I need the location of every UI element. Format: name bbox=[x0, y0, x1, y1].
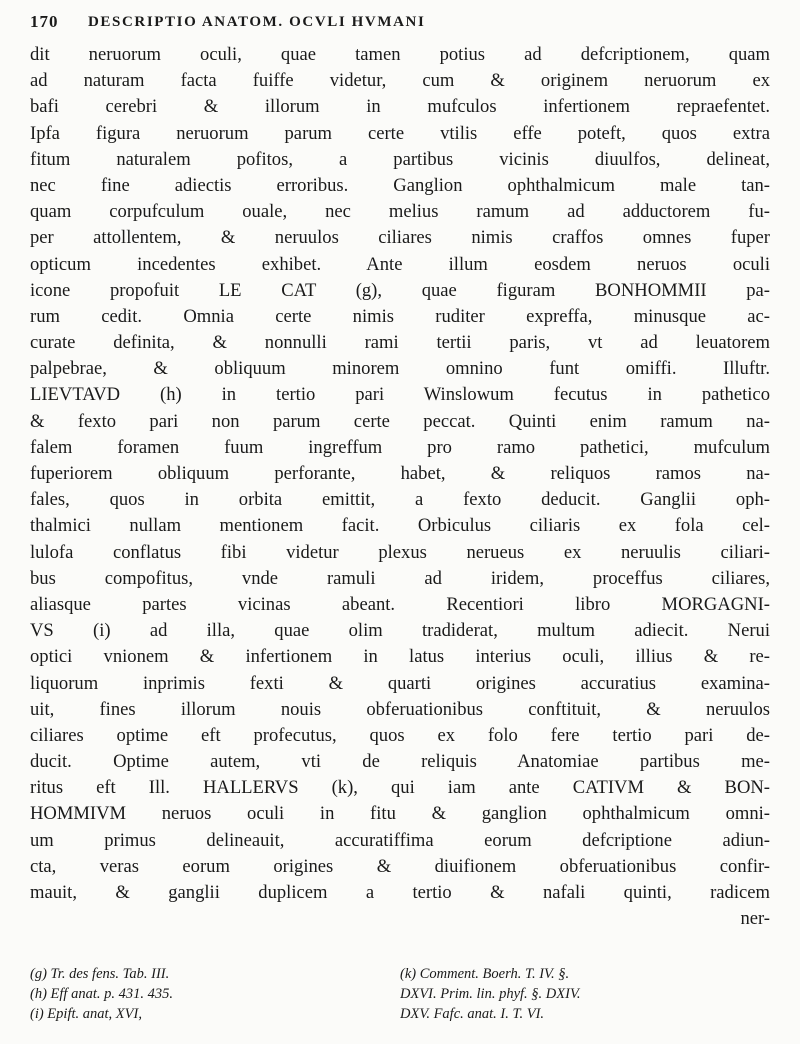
text-line: ad naturam facta fuiffe videtur, cum & originem neruorum ex bbox=[30, 70, 770, 92]
text-line: um primus delineauit, accuratiffima eorum defcriptione adiun- bbox=[30, 829, 770, 851]
text-line: rum cedit. Omnia certe nimis ruditer expreffa, minusque ac- bbox=[30, 305, 770, 327]
text-line: uit, fines illorum nouis obferuationibus conftituit, & neruulos bbox=[30, 698, 770, 720]
text-line: thalmici nullam mentionem facit. Orbiculus ciliaris ex fola cel- bbox=[30, 515, 770, 537]
text-line: bus compofitus, vnde ramuli ad iridem, proceffus ciliares, bbox=[30, 567, 770, 589]
text-line: ritus eft Ill. HALLERVS (k), qui iam ante CATIVM & BON- bbox=[30, 777, 770, 799]
text-line: curate definita, & nonnulli rami tertii paris, vt ad leuatorem bbox=[30, 332, 770, 354]
page-header bbox=[30, 12, 770, 42]
footnote: (k) Comment. Boerh. T. IV. §. bbox=[400, 966, 570, 982]
text-line: Ipfa figura neruorum parum certe vtilis effe poteft, quos extra bbox=[30, 122, 770, 144]
text-line: bafi cerebri & illorum in mufculos infertionem repraefentet. bbox=[30, 96, 770, 118]
body-text bbox=[30, 42, 770, 932]
text-line: dit neruorum oculi, quae tamen potius ad defcriptionem, quam bbox=[30, 44, 770, 65]
text-line: ciliares optime eft profecutus, quos ex folo fere tertio pari de- bbox=[30, 724, 770, 746]
text-line: HOMMIVM neruos oculi in fitu & ganglion ophthalmicum omni- bbox=[30, 803, 770, 825]
text-line: cta, veras eorum origines & diuifionem obferuationibus confir- bbox=[30, 855, 770, 877]
footnotes-right-column bbox=[400, 964, 760, 1024]
text-line: quam corpufculum ouale, nec melius ramum ad adductorem fu- bbox=[30, 201, 770, 223]
text-line: liquorum inprimis fexti & quarti origines accuratius examina- bbox=[30, 672, 770, 694]
text-line: per attollentem, & neruulos ciliares nimis craffos omnes fuper bbox=[30, 227, 770, 249]
text-line: nec fine adiectis erroribus. Ganglion ophthalmicum male tan- bbox=[30, 174, 770, 196]
text-line: & fexto pari non parum certe peccat. Quinti enim ramum na- bbox=[30, 410, 770, 432]
catchword: ner- bbox=[740, 908, 770, 930]
text-line: VS (i) ad illa, quae olim tradiderat, multum adiecit. Nerui bbox=[30, 620, 770, 642]
text-line: icone propofuit LE CAT (g), quae figuram BONHOMMII pa- bbox=[30, 279, 770, 301]
text-line: optici vnionem & infertionem in latus interius oculi, illius & re- bbox=[30, 646, 770, 668]
footnote: (h) Eff anat. p. 431. 435. bbox=[30, 986, 173, 1002]
text-line: aliasque partes vicinas abeant. Recentiori libro MORGAGNI- bbox=[30, 593, 770, 615]
text-line: falem foramen fuum ingreffum pro ramo pathetici, mufculum bbox=[30, 436, 770, 458]
footnote: DXV. Fafc. anat. I. T. VI. bbox=[400, 1006, 545, 1022]
text-line: fuperiorem obliquum perforante, habet, & reliquos ramos na- bbox=[30, 463, 770, 484]
footnote: (g) Tr. des fens. Tab. III. bbox=[30, 966, 170, 982]
footnotes-left-column bbox=[30, 964, 390, 1024]
text-line: palpebrae, & obliquum minorem omnino funt omiffi. Illuftr. bbox=[30, 358, 770, 380]
text-line: fales, quos in orbita emittit, a fexto deducit. Ganglii oph- bbox=[30, 489, 770, 511]
page-number: 170 bbox=[30, 12, 59, 31]
running-head: DESCRIPTIO ANATOM. OCVLI HVMANI bbox=[88, 14, 426, 30]
text-line: mauit, & ganglii duplicem a tertio & nafali quinti, radicem bbox=[30, 882, 770, 903]
text-line: ducit. Optime autem, vti de reliquis Anatomiae partibus me- bbox=[30, 751, 770, 773]
text-line: fitum naturalem pofitos, a partibus vicinis diuulfos, delineat, bbox=[30, 148, 770, 170]
text-line: LIEVTAVD (h) in tertio pari Winslowum fecutus in pathetico bbox=[30, 384, 770, 406]
text-line: lulofa conflatus fibi videtur plexus nerueus ex neruulis ciliari- bbox=[30, 541, 770, 563]
text-line: opticum incedentes exhibet. Ante illum eosdem neruos oculi bbox=[30, 253, 770, 275]
footnote: (i) Epift. anat, XVI, bbox=[30, 1006, 142, 1022]
footnotes bbox=[30, 964, 770, 1030]
footnote: DXVI. Prim. lin. phyf. §. DXIV. bbox=[400, 986, 581, 1002]
